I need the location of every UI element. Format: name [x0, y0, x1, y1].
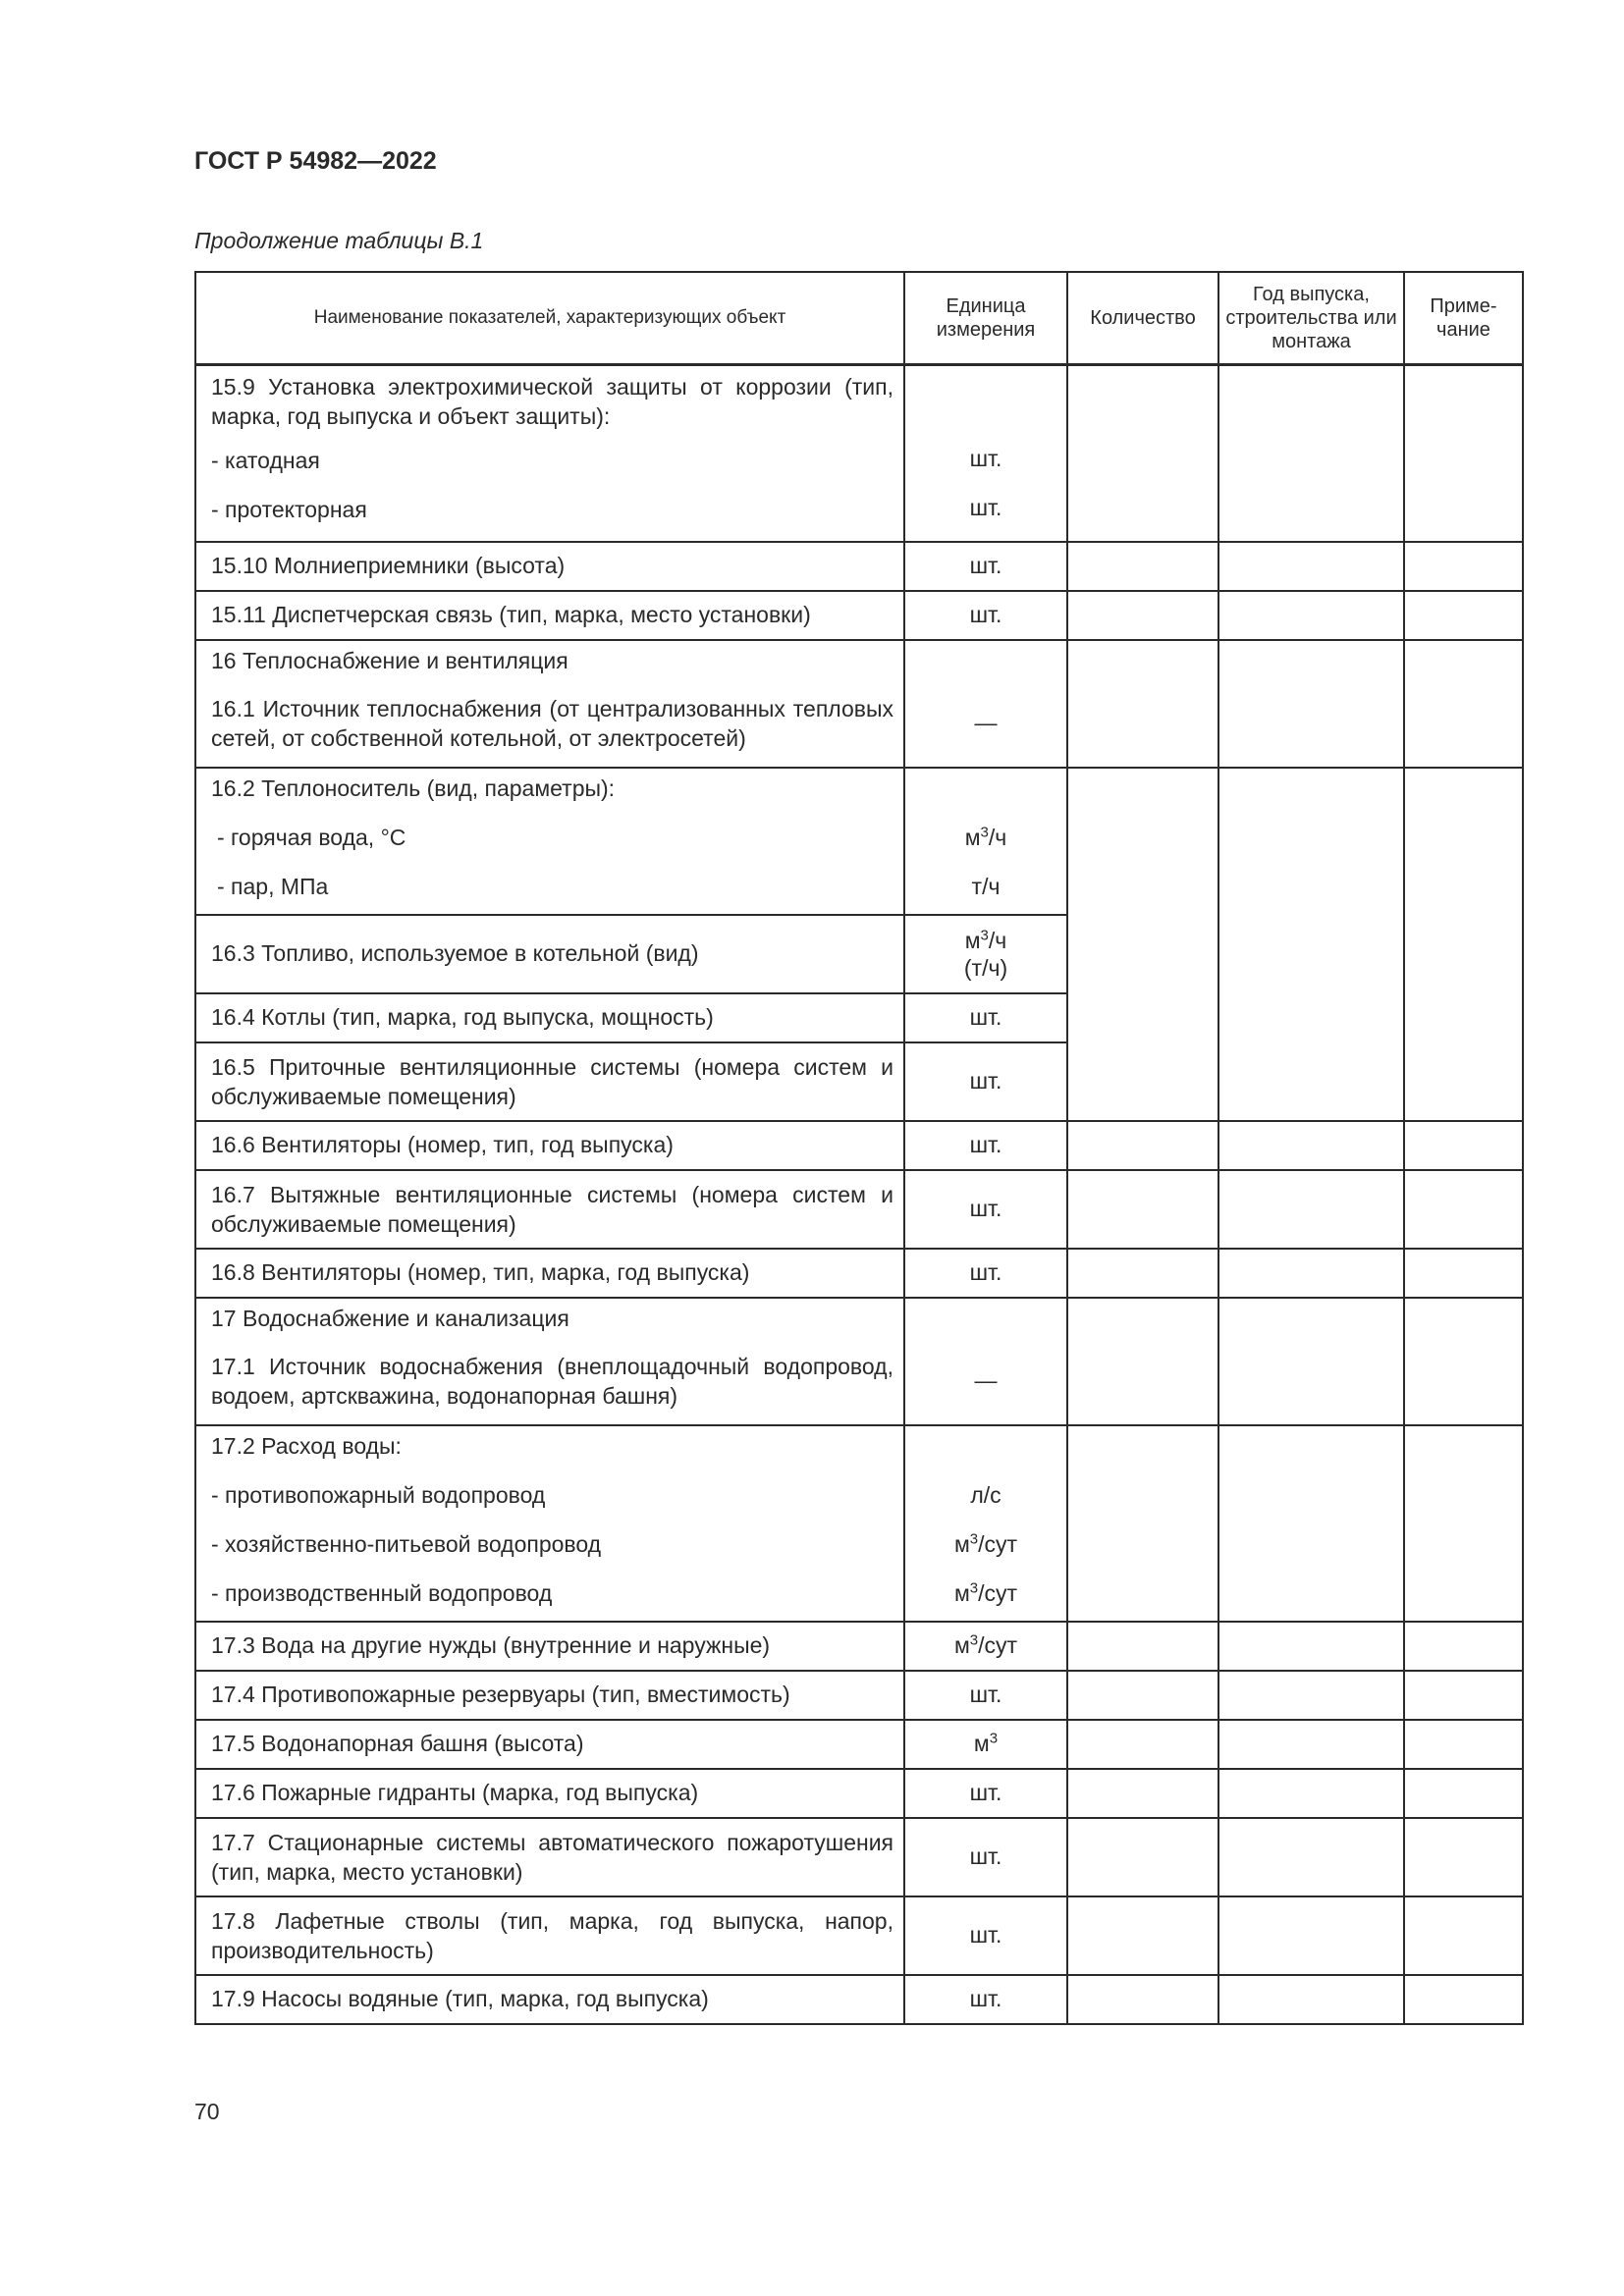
section-title: 16 Теплоснабжение и вентиляция	[211, 647, 568, 673]
note-cell	[1404, 1769, 1523, 1818]
year-cell	[1218, 1249, 1404, 1298]
year-cell	[1218, 640, 1404, 768]
note-cell	[1404, 1720, 1523, 1769]
row-unit-cell	[904, 1042, 1067, 1121]
column-header-unit: Единица измерения	[904, 272, 1067, 365]
indicators-table	[194, 271, 1524, 2025]
row-name-cell	[195, 591, 904, 640]
row-title: 15.9 Установка электрохимической защиты от коррозии (тип, марка, год выпуска и объект защиты):	[211, 374, 893, 429]
year-cell	[1218, 1622, 1404, 1671]
quantity-cell	[1067, 1769, 1218, 1818]
table-row	[195, 542, 1523, 591]
year-cell	[1218, 1896, 1404, 1975]
row-unit-cell	[904, 1671, 1067, 1720]
quantity-cell	[1067, 1975, 1218, 2024]
quantity-cell	[1067, 1121, 1218, 1170]
unit-value: $м^3$/сут	[953, 1631, 1018, 1658]
note-cell	[1404, 768, 1523, 1121]
table-row	[195, 1170, 1523, 1249]
table-row	[195, 1671, 1523, 1720]
year-cell	[1218, 542, 1404, 591]
row-subitem: - протекторная	[211, 497, 367, 522]
row-unit-cell	[904, 768, 1067, 915]
note-cell	[1404, 1249, 1523, 1298]
section-title: 17 Водоснабжение и канализация	[211, 1305, 569, 1331]
quantity-cell	[1067, 591, 1218, 640]
unit-value: —	[974, 1366, 998, 1393]
quantity-cell	[1067, 1298, 1218, 1425]
year-cell	[1218, 1298, 1404, 1425]
row-name-cell	[195, 1896, 904, 1975]
unit-value: шт.	[969, 1004, 1002, 1030]
unit-value: шт.	[969, 446, 1002, 471]
unit-value: шт.	[969, 495, 1002, 520]
row-title: 15.10 Молниеприемники (высота)	[211, 553, 566, 578]
note-cell	[1404, 1671, 1523, 1720]
quantity-cell	[1067, 1249, 1218, 1298]
row-subitem: - производственный водопровод	[211, 1579, 553, 1606]
unit-value: $м^3$/сут	[953, 1578, 1018, 1606]
row-name-cell	[195, 640, 904, 768]
year-cell	[1218, 1671, 1404, 1720]
document-code: ГОСТ Р 54982—2022	[194, 147, 437, 175]
row-unit-cell	[904, 542, 1067, 591]
unit-value: шт.	[969, 1682, 1002, 1707]
unit-value-alt: (т/ч)	[963, 954, 1008, 981]
table-row	[195, 591, 1523, 640]
quantity-cell	[1067, 1622, 1218, 1671]
table-row	[195, 1818, 1523, 1896]
row-unit-cell	[904, 365, 1067, 542]
unit-value: —	[974, 709, 998, 735]
column-header-note: Приме-чание	[1404, 272, 1523, 365]
note-cell	[1404, 591, 1523, 640]
row-title: 17.7 Стационарные системы автоматического пожаротушения (тип, марка, место установки)	[211, 1829, 893, 1885]
page-number: 70	[194, 2099, 220, 2124]
note-cell	[1404, 1622, 1523, 1671]
row-title: 16.4 Котлы (тип, марка, год выпуска, мощность)	[211, 1004, 714, 1030]
unit-value: $м^3$/сут	[953, 1529, 1018, 1557]
table-row	[195, 365, 1523, 542]
row-name-cell	[195, 1769, 904, 1818]
note-cell	[1404, 365, 1523, 542]
note-cell	[1404, 1121, 1523, 1170]
year-cell	[1218, 1170, 1404, 1249]
row-title: 16.3 Топливо, используемое в котельной (вид)	[211, 940, 699, 966]
unit-value: $м^3/ч$	[964, 823, 1007, 850]
table-row	[195, 1975, 1523, 2024]
table-row	[195, 1121, 1523, 1170]
table-row	[195, 1622, 1523, 1671]
row-title: 16.1 Источник теплоснабжения (от централизованных тепловых сетей, от собственной котельной, от электросетей)	[211, 695, 893, 751]
quantity-cell	[1067, 1818, 1218, 1896]
unit-value: шт.	[969, 1132, 1002, 1157]
row-subitem: - пар, МПа	[217, 873, 329, 899]
note-cell	[1404, 1425, 1523, 1622]
row-name-cell	[195, 1975, 904, 2024]
year-cell	[1218, 1975, 1404, 2024]
row-name-cell	[195, 1818, 904, 1896]
year-cell	[1218, 1121, 1404, 1170]
row-unit-cell	[904, 1896, 1067, 1975]
quantity-cell	[1067, 542, 1218, 591]
row-name-cell	[195, 1298, 904, 1425]
row-title: 17.3 Вода на другие нужды (внутренние и наружные)	[211, 1632, 771, 1658]
row-name-cell	[195, 993, 904, 1042]
note-cell	[1404, 1818, 1523, 1896]
row-title: 17.1 Источник водоснабжения (внеплощадочный водопровод, водоем, артскважина, водонапорная башня)	[211, 1353, 893, 1409]
row-title: 16.8 Вентиляторы (номер, тип, марка, год выпуска)	[211, 1259, 750, 1285]
unit-value: л/с	[970, 1481, 1001, 1508]
row-unit-cell	[904, 1622, 1067, 1671]
row-name-cell	[195, 365, 904, 542]
year-cell	[1218, 1818, 1404, 1896]
unit-value: шт.	[969, 553, 1002, 578]
row-unit-cell	[904, 591, 1067, 640]
row-name-cell	[195, 542, 904, 591]
note-cell	[1404, 640, 1523, 768]
row-title: 16.2 Теплоноситель (вид, параметры):	[211, 774, 616, 801]
row-subitem: - катодная	[211, 448, 320, 473]
row-name-cell	[195, 1425, 904, 1622]
table-row	[195, 640, 1523, 768]
quantity-cell	[1067, 1896, 1218, 1975]
year-cell	[1218, 591, 1404, 640]
row-unit-cell	[904, 1720, 1067, 1769]
table-row	[195, 1720, 1523, 1769]
row-title: 17.2 Расход воды:	[211, 1432, 402, 1459]
row-subitem: - горячая вода, °С	[217, 824, 406, 850]
quantity-cell	[1067, 1671, 1218, 1720]
quantity-cell	[1067, 1170, 1218, 1249]
row-subitem: - хозяйственно-питьевой водопровод	[211, 1530, 602, 1557]
row-name-cell	[195, 1622, 904, 1671]
row-unit-cell	[904, 1170, 1067, 1249]
row-title: 17.5 Водонапорная башня (высота)	[211, 1731, 584, 1756]
row-name-cell	[195, 1249, 904, 1298]
row-title: 17.8 Лафетные стволы (тип, марка, год выпуска, напор, производительность)	[211, 1907, 893, 1963]
year-cell	[1218, 1720, 1404, 1769]
quantity-cell	[1067, 640, 1218, 768]
row-title: 16.7 Вытяжные вентиляционные системы (номера систем и обслуживаемые помещения)	[211, 1181, 893, 1237]
row-title: 17.9 Насосы водяные (тип, марка, год выпуска)	[211, 1986, 709, 2011]
year-cell	[1218, 1769, 1404, 1818]
unit-value: шт.	[969, 1068, 1002, 1094]
row-unit-cell	[904, 1769, 1067, 1818]
column-header-quantity: Количество	[1067, 272, 1218, 365]
note-cell	[1404, 542, 1523, 591]
unit-value: шт.	[969, 1922, 1002, 1948]
quantity-cell	[1067, 1720, 1218, 1769]
row-unit-cell	[904, 1249, 1067, 1298]
row-name-cell	[195, 915, 904, 993]
unit-value: шт.	[969, 602, 1002, 627]
note-cell	[1404, 1896, 1523, 1975]
note-cell	[1404, 1170, 1523, 1249]
row-title: 16.5 Приточные вентиляционные системы (номера систем и обслуживаемые помещения)	[211, 1053, 893, 1109]
row-unit-cell	[904, 640, 1067, 768]
column-header-name: Наименование показателей, характеризующих объект	[195, 272, 904, 365]
unit-value: шт.	[969, 1986, 1002, 2011]
column-header-year: Год выпуска, строительства или монтажа	[1218, 272, 1404, 365]
row-name-cell	[195, 1042, 904, 1121]
table-row	[195, 768, 1523, 915]
unit-value: шт.	[969, 1780, 1002, 1805]
row-title: 15.11 Диспетчерская связь (тип, марка, место установки)	[211, 602, 811, 627]
table-row	[195, 1249, 1523, 1298]
unit-value: $м^3$	[973, 1730, 999, 1756]
table-row	[195, 1298, 1523, 1425]
note-cell	[1404, 1975, 1523, 2024]
unit-value: шт.	[969, 1259, 1002, 1285]
row-title: 17.6 Пожарные гидранты (марка, год выпуска)	[211, 1780, 699, 1805]
year-cell	[1218, 768, 1404, 1121]
quantity-cell	[1067, 365, 1218, 542]
unit-value: шт.	[969, 1843, 1002, 1869]
row-name-cell	[195, 1121, 904, 1170]
row-name-cell	[195, 1170, 904, 1249]
row-unit-cell	[904, 993, 1067, 1042]
row-title: 16.6 Вентиляторы (номер, тип, год выпуска)	[211, 1132, 674, 1157]
table-row	[195, 1769, 1523, 1818]
quantity-cell	[1067, 768, 1218, 1121]
year-cell	[1218, 365, 1404, 542]
table-row	[195, 1896, 1523, 1975]
unit-value: шт.	[969, 1196, 1002, 1221]
table-row	[195, 1425, 1523, 1622]
row-subitem: - противопожарный водопровод	[211, 1481, 546, 1508]
row-unit-cell	[904, 915, 1067, 993]
row-unit-cell	[904, 1818, 1067, 1896]
table-caption: Продолжение таблицы В.1	[194, 228, 484, 253]
row-unit-cell	[904, 1975, 1067, 2024]
row-unit-cell	[904, 1425, 1067, 1622]
note-cell	[1404, 1298, 1523, 1425]
row-name-cell	[195, 1671, 904, 1720]
year-cell	[1218, 1425, 1404, 1622]
unit-value: т/ч	[971, 873, 1001, 899]
unit-value: $м^3/ч$	[964, 926, 1007, 953]
row-name-cell	[195, 768, 904, 915]
row-name-cell	[195, 1720, 904, 1769]
row-title: 17.4 Противопожарные резервуары (тип, вместимость)	[211, 1682, 790, 1707]
table-header-row	[195, 272, 1523, 365]
row-unit-cell	[904, 1121, 1067, 1170]
row-unit-cell	[904, 1298, 1067, 1425]
quantity-cell	[1067, 1425, 1218, 1622]
